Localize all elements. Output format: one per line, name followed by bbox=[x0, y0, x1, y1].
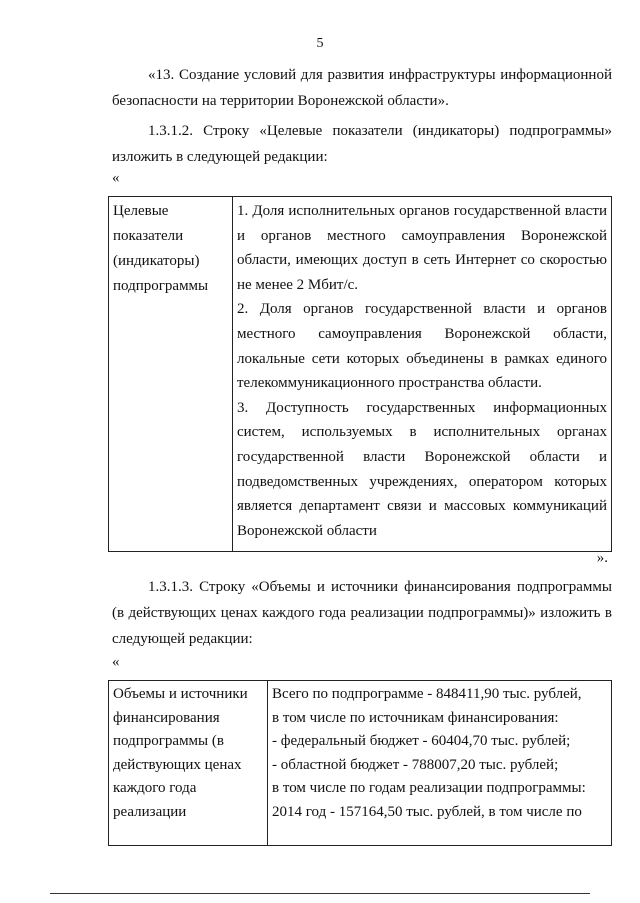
targets-label-cell: Целевые показатели (индикаторы) подпрограммы bbox=[109, 197, 233, 552]
financing-line: в том числе по годам реализации подпрограммы: bbox=[272, 780, 586, 797]
financing-table bbox=[108, 680, 612, 846]
paragraph-1-3-1-2: 1.3.1.2. Строку «Целевые показатели (индикаторы) подпрограммы» изложить в следующей редакции: bbox=[112, 123, 612, 165]
financing-label-cell: Объемы и источники финансирования подпрограммы (в действующих ценах каждого года реализации bbox=[109, 681, 268, 846]
open-quote-1: « bbox=[112, 170, 120, 186]
open-quote-2: « bbox=[112, 654, 120, 670]
close-quote: ». bbox=[596, 550, 608, 566]
target-item-1: 1. Доля исполнительных органов государственной власти и органов местного самоуправления Воронежской области, имеющих доступ в сеть Интернет со скоростью не менее 2 Мбит/с. bbox=[237, 203, 607, 293]
target-item-2: 2. Доля органов государственной власти и органов местного самоуправления Воронежской области, локальные сети которых объединены в рамках единого телекоммуникационного пространства области. bbox=[237, 301, 607, 392]
targets-content-cell bbox=[233, 197, 612, 552]
targets-table bbox=[108, 196, 612, 552]
financing-line: - федеральный бюджет - 60404,70 тыс. рублей; bbox=[272, 733, 571, 750]
financing-line: в том числе по источникам финансирования: bbox=[272, 709, 559, 726]
table-row bbox=[109, 681, 612, 846]
page-bottom-divider bbox=[50, 893, 590, 894]
target-item-3: 3. Доступность государственных информационных систем, используемых в исполнительных органах государственной власти Воронежской области и подведомственных учреждениях, оператором которых является департамент связи и массовых коммуникаций Воронежской области bbox=[237, 399, 607, 539]
table-row bbox=[109, 197, 612, 552]
item-13-text: «13. Создание условий для развития инфраструктуры информационной безопасности на территории Воронежской области». bbox=[112, 67, 612, 109]
financing-line: Всего по подпрограмме - 848411,90 тыс. рублей, bbox=[272, 686, 582, 702]
financing-line: - областной бюджет - 788007,20 тыс. рублей; bbox=[272, 756, 559, 773]
paragraph-1-3-1-3: 1.3.1.3. Строку «Объемы и источники финансирования подпрограммы (в действующих ценах каждого года реализации подпрограммы)» изложить в следующей редакции: bbox=[112, 579, 612, 647]
financing-content-cell bbox=[268, 681, 612, 846]
financing-line: 2014 год - 157164,50 тыс. рублей, в том числе по bbox=[272, 803, 582, 820]
page-number: 5 bbox=[316, 36, 324, 51]
